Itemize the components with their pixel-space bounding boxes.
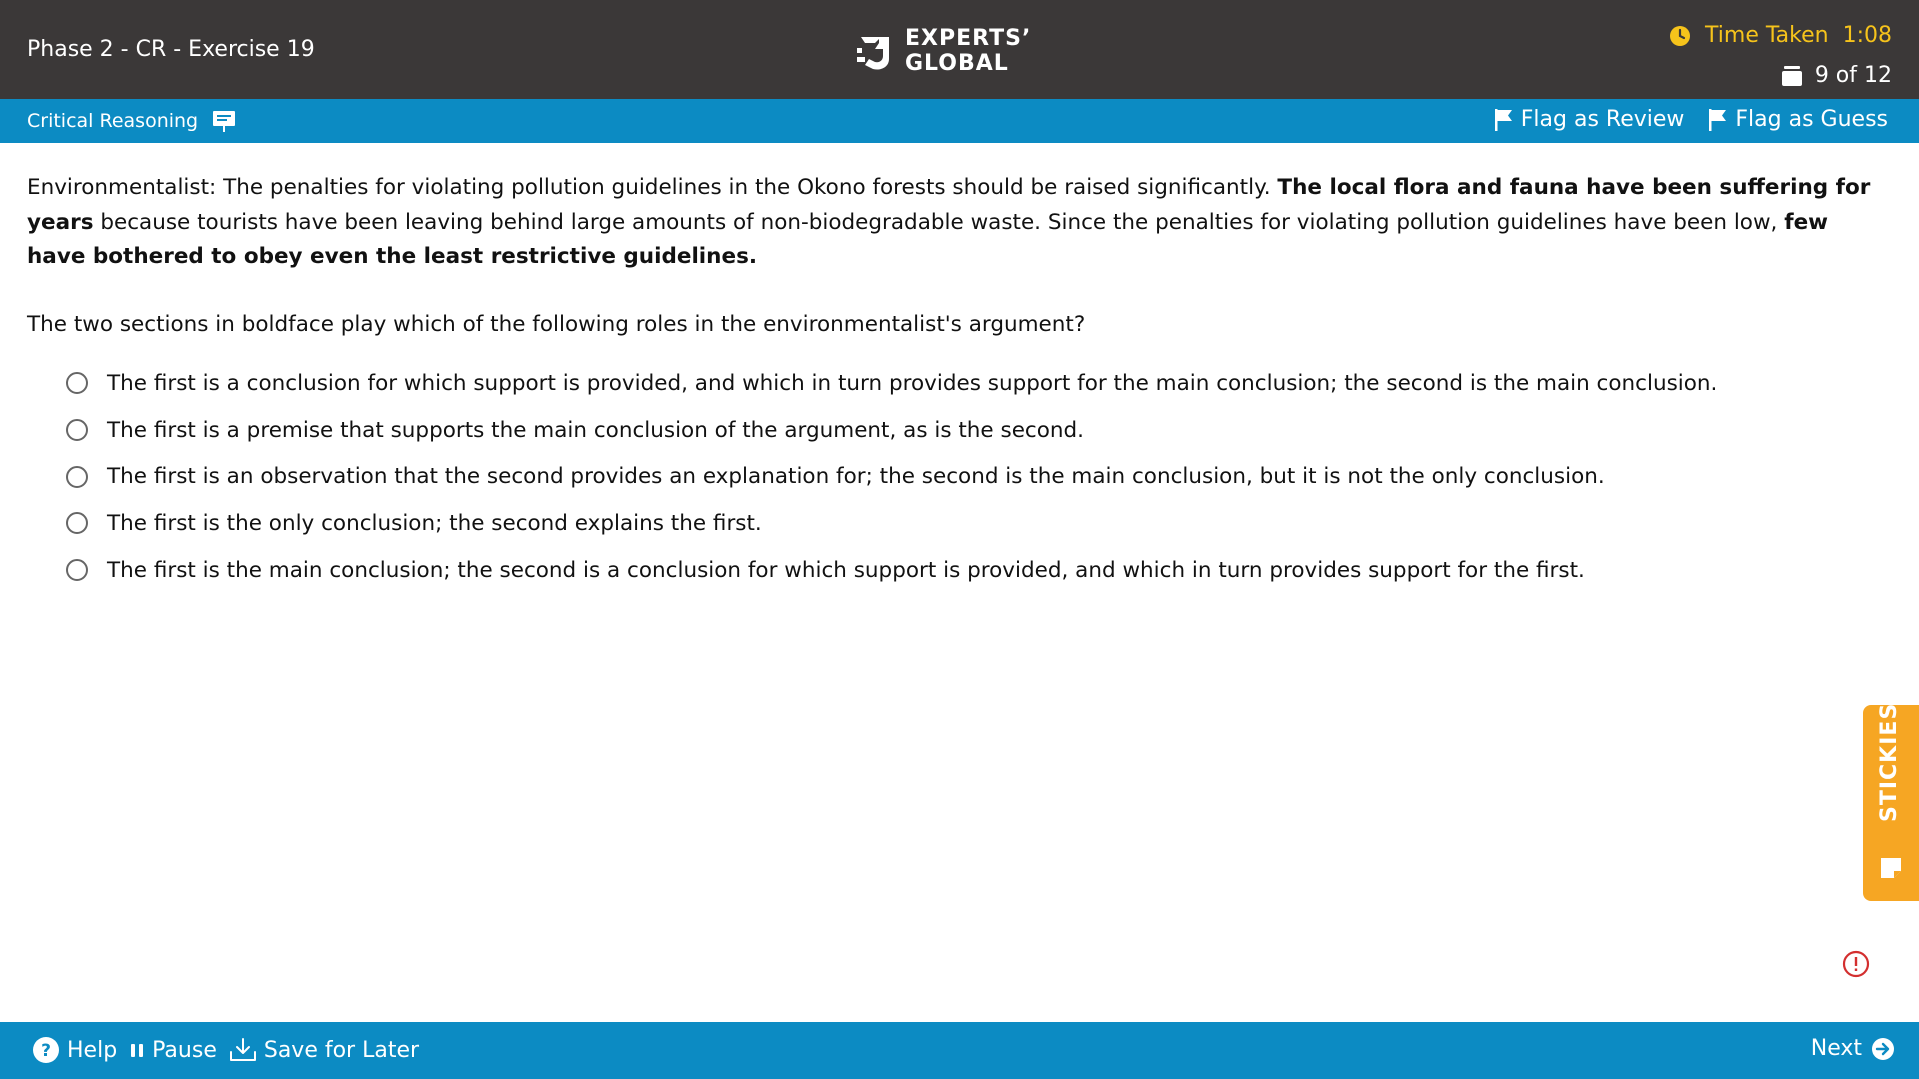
section-bar [0, 99, 1919, 143]
timer-value: 1:08 [1842, 23, 1892, 48]
boldface-section-2: few have bothered to obey even the least restrictive guidelines. [27, 209, 1829, 269]
pause-label: Pause [152, 1037, 217, 1063]
flag-icon [1709, 109, 1727, 131]
flag-controls [1470, 107, 1888, 132]
logo-text [905, 26, 1031, 76]
top-header [0, 0, 1919, 99]
section-name [27, 109, 236, 133]
download-icon [229, 1037, 257, 1063]
passage-text-2: because tourists have been leaving behind large amounts of non-biodegradable waste. Since the penalties for violating pollution guidelines have been low, [93, 209, 1785, 235]
option-text: The first is the only conclusion; the second explains the first. [107, 510, 762, 536]
option-text: The first is a premise that supports the main conclusion of the argument, as is the second. [107, 417, 1085, 443]
save-for-later-button[interactable] [229, 1037, 419, 1063]
boldface-section-1: The local flora and fauna have been suffering for years [27, 175, 1871, 235]
radio-button[interactable] [66, 419, 88, 441]
answer-option-d[interactable] [66, 500, 1717, 547]
pause-button[interactable] [129, 1038, 217, 1063]
section-label: Critical Reasoning [27, 110, 199, 132]
radio-button[interactable] [66, 372, 88, 394]
exercise-title: Phase 2 - CR - Exercise 19 [27, 37, 315, 62]
radio-button[interactable] [66, 512, 88, 534]
radio-button[interactable] [66, 559, 88, 581]
pause-icon [129, 1041, 145, 1059]
flag-review-button[interactable] [1495, 107, 1685, 132]
answer-option-e[interactable] [66, 547, 1717, 594]
option-text: The first is an observation that the second provides an explanation for; the second is the main conclusion, but it is not the only conclusion. [107, 464, 1605, 490]
answer-options [66, 360, 1717, 593]
flag-review-label: Flag as Review [1520, 107, 1685, 132]
flag-guess-button[interactable] [1709, 107, 1888, 132]
flag-icon [1495, 109, 1513, 131]
arrow-right-circle-icon [1871, 1037, 1895, 1061]
flag-guess-label: Flag as Guess [1735, 107, 1888, 132]
experts-global-logo [855, 26, 1031, 76]
question-progress [1781, 63, 1892, 88]
progress-text: 9 of 12 [1814, 63, 1892, 88]
next-label: Next [1810, 1036, 1862, 1061]
save-label: Save for Later [263, 1037, 420, 1063]
radio-button[interactable] [66, 466, 88, 488]
next-button[interactable] [1811, 1036, 1895, 1061]
presentation-board-icon[interactable] [212, 109, 236, 133]
logo-line1: EXPERTS’ [905, 26, 1032, 51]
question-stack-icon [1781, 66, 1803, 86]
timer [1669, 23, 1892, 48]
bottom-toolbar [0, 1022, 1919, 1079]
question-stem: The two sections in boldface play which of the following roles in the environmentalist's argument? [27, 312, 1086, 337]
option-text: The first is the main conclusion; the second is a conclusion for which support is provided, and which in turn provides support for the first. [107, 557, 1585, 583]
stickies-label: STICKIES [1877, 702, 1902, 822]
stickies-tab[interactable] [1863, 702, 1919, 901]
timer-label: Time Taken [1705, 23, 1829, 48]
help-label: Help [67, 1037, 118, 1063]
report-error-icon[interactable] [1842, 950, 1870, 978]
toolbar-left [32, 1036, 431, 1064]
answer-option-a[interactable] [66, 360, 1717, 407]
clock-icon [1669, 25, 1691, 47]
help-icon [32, 1036, 60, 1064]
argument-passage [27, 171, 1887, 275]
svg-text:?: ? [41, 1041, 51, 1061]
sticky-note-icon [1878, 855, 1904, 881]
option-text: The first is a conclusion for which support is provided, and which in turn provides support for the main conclusion; the second is the main conclusion. [107, 370, 1718, 396]
logo-line2: GLOBAL [905, 51, 1009, 76]
passage-text-1: Environmentalist: The penalties for violating pollution guidelines in the Okono forests should be raised significantly. [27, 175, 1278, 200]
help-button[interactable] [32, 1036, 117, 1064]
answer-option-b[interactable] [66, 407, 1717, 454]
logo-mark-icon [855, 29, 895, 73]
answer-option-c[interactable] [66, 453, 1717, 500]
